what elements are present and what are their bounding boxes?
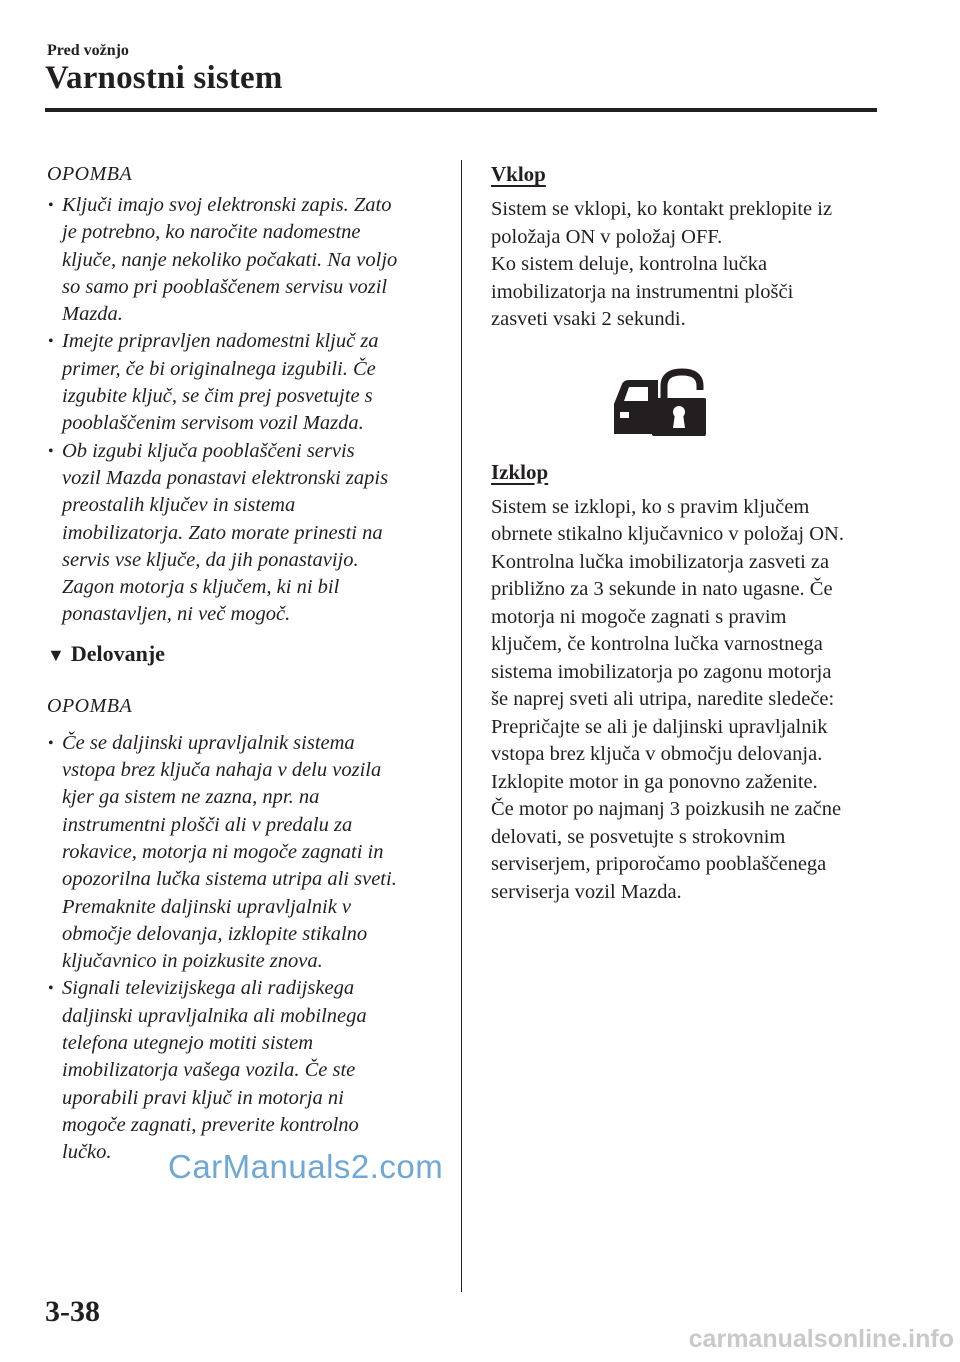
section-heading-delovanje xyxy=(47,639,442,670)
watermark-logo: CarManuals2.com xyxy=(168,1148,444,1185)
note-title: OPOMBA xyxy=(47,694,133,717)
note-box-2 xyxy=(47,692,442,1167)
triangle-marker-icon: ▼ xyxy=(47,644,65,665)
subheading-izklop: Izklop xyxy=(491,459,549,484)
note-item: • Ob izgubi ključa pooblaščeni servis vozil Mazda ponastavi elektronski zapis preostalih ključev in sistema imobilizatorja. Zato morate prinesti na servis vse ključe, da jih ponastavijo. Zagon motorja s ključem, ki ni bil ponastavljen, ni več mogoč. xyxy=(48,439,389,626)
note-list xyxy=(47,730,442,1167)
note-item: • Če se daljinski upravljalnik sistema vstopa brez ključa nahaja v delu vozila kjer ga sistem ne zazna, npr. na instrumentni plošči ali v predalu za rokavice, motorja ni mogoče zagnati in opozorilna lučka sistema utripa ali sveti. Premaknite daljinski upravljalnik v območje delovanja, izklopite stikalno ključavnico in poizkusite znova. xyxy=(48,731,397,973)
bullet-icon: • xyxy=(48,442,54,460)
note-item: • Imejte pripravljen nadomestni ključ za primer, če bi originalnega izgubili. Če izgubite ključ, se čim prej posvetujte s pooblaščenim servisom vozil Mazda. xyxy=(48,330,379,435)
bullet-icon: • xyxy=(48,980,54,998)
chapter-label: Pred vožnjo xyxy=(47,42,129,59)
bullet-icon: • xyxy=(48,734,54,752)
immobilizer-car-lock-icon xyxy=(612,368,708,438)
bullet-icon: • xyxy=(48,333,54,351)
watermark-footer: carmanualsonline.info xyxy=(688,1325,954,1353)
page-number: 3-38 xyxy=(45,1295,100,1328)
paragraph-vklop: Sistem se vklopi, ko kontakt preklopite iz položaja ON v položaj OFF. Ko sistem deluje, kontrolna lučka imobilizatorja na instrumentni plošči zasveti vsaki 2 sekundi. xyxy=(491,198,833,330)
note-list xyxy=(47,192,442,629)
note-item: • Ključi imajo svoj elektronski zapis. Zato je potrebno, ko naročite nadomestne ključe, nanje nekoliko počakati. Na voljo so samo pri pooblaščenem servisu vozil Mazda. xyxy=(48,194,398,326)
bullet-icon: • xyxy=(48,197,54,214)
page-title: Varnostni sistem xyxy=(45,60,283,96)
paragraph-izklop: Sistem se izklopi, ko s pravim ključem obrnete stikalno ključavnico v položaj ON. Kontrolna lučka imobilizatorja zasveti za približno za 3 sekunde in nato ugasne. Če motorja ni mogoče zagnati s pravim ključem, če kontrolna lučka varnostnega sistema imobilizatorja po zagonu motorja še naprej sveti ali utripa, naredite sledeče: Prepričajte se ali je daljinski upravljalnik vstopa brez ključa v območju delovanja. Izklopite motor in ga ponovno zaženite. Če motor po najmanj 3 poizkusih ne začne delovati, se posvetujte s strokovnim serviserjem, priporočamo pooblaščenega serviserja vozil Mazda. xyxy=(491,495,844,903)
note-title: OPOMBA xyxy=(47,163,133,185)
column-divider xyxy=(461,160,462,1292)
note-box-1 xyxy=(47,160,442,629)
header-rule xyxy=(45,108,877,112)
subheading-vklop: Vklop xyxy=(491,162,546,186)
section-title: Delovanje xyxy=(70,640,165,666)
left-column xyxy=(47,160,442,1167)
right-column xyxy=(491,160,891,906)
note-item: • Signali televizijskega ali radijskega daljinski upravljalnika ali mobilnega telefona utegnejo motiti sistem imobilizatorja vašega vozila. Če ste uporabili pravi ključ in motorja ni mogoče zagnati, preverite kontrolno lučko. xyxy=(48,977,367,1164)
